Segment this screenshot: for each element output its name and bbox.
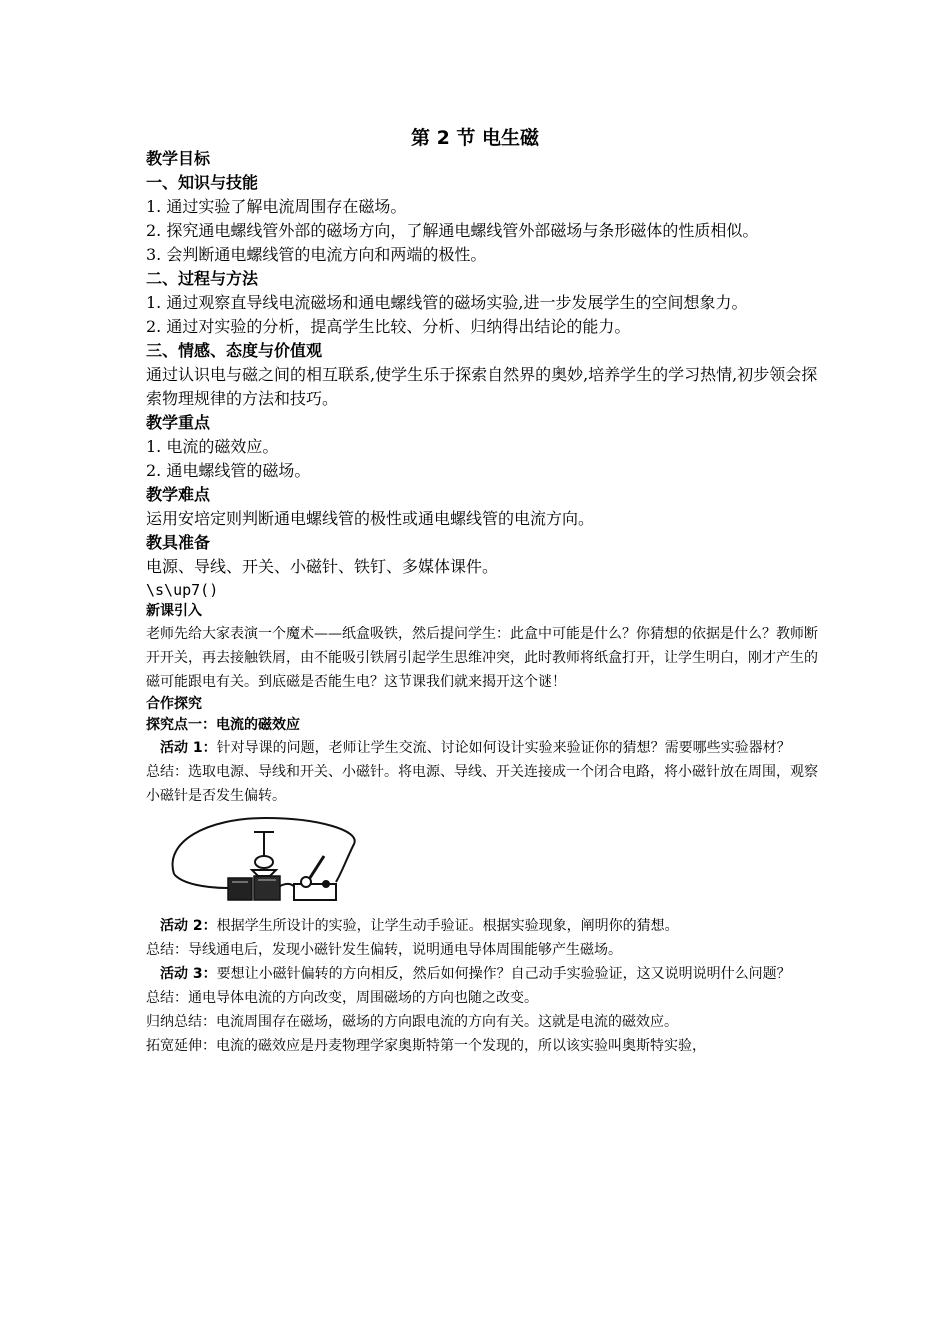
key-points-heading: 教学重点: [146, 413, 211, 432]
process-heading: 二、过程与方法: [146, 269, 259, 288]
intro-heading: 新课引入: [146, 603, 202, 619]
summary-2: 总结：导线通电后，发现小磁针发生偏转，说明通电导体周围能够产生磁场。: [146, 942, 622, 958]
difficulty-text: 运用安培定则判断通电螺线管的极性或通电螺线管的电流方向。: [146, 509, 595, 528]
emotion-text: 通过认识电与磁之间的相互联系,使学生乐于探索自然界的奥妙,培养学生的学习热情,初步领会探索物理规律的方法和技巧。: [146, 365, 818, 408]
materials-heading: 教具准备: [146, 533, 211, 552]
difficulty-heading: 教学难点: [146, 485, 211, 504]
emotion-heading: 三、情感、态度与价值观: [146, 341, 323, 360]
activity-3-label: 活动 3：: [160, 966, 217, 982]
knowledge-item-2: 2. 探究通电螺线管外部的磁场方向，了解通电螺线管外部磁场与条形磁体的性质相似。: [146, 221, 759, 240]
activity-3: [146, 962, 818, 986]
goals-heading: 教学目标: [146, 149, 211, 168]
knowledge-item-3: 3. 会判断通电螺线管的电流方向和两端的极性。: [146, 245, 487, 264]
process-item-2: 2. 通过对实验的分析，提高学生比较、分析、归纳得出结论的能力。: [146, 317, 631, 336]
explore-heading: 合作探究: [146, 696, 202, 712]
activity-2-label: 活动 2：: [160, 918, 217, 934]
key-point-2: 2. 通电螺线管的磁场。: [146, 461, 311, 480]
activity-3-text: 要想让小磁针偏转的方向相反，然后如何操作？自己动手实验验证，这又说明说明什么问题？: [216, 966, 791, 982]
knowledge-item-1: 1. 通过实验了解电流周围存在磁场。: [146, 197, 407, 216]
activity-1: [146, 736, 818, 760]
field-code-line: \s\up7(): [146, 581, 219, 599]
intro-text: 老师先给大家表演一个魔术——纸盒吸铁，然后提问学生：此盒中可能是什么？你猜想的依据是什么？教师断开开关，再去接触铁屑，由不能吸引铁屑引起学生思维冲突，此时教师将纸盒打开，让学生明白，刚才产生的磁可能跟电有关。到底磁是否能生电？这节课我们就来揭开这个谜！: [146, 626, 818, 690]
key-point-1: 1. 电流的磁效应。: [146, 437, 279, 456]
extension: 拓宽延伸：电流的磁效应是丹麦物理学家奥斯特第一个发现的，所以该实验叫奥斯特实验，: [146, 1038, 706, 1054]
activity-2-text: 根据学生所设计的实验，让学生动手验证。根据实验现象，阐明你的猜想。: [216, 918, 679, 934]
summary-1: 总结：选取电源、导线和开关、小磁针。将电源、导线、开关连接成一个闭合电路，将小磁针放在周围，观察小磁针是否发生偏转。: [146, 764, 818, 804]
process-item-1: 1. 通过观察直导线电流磁场和通电螺线管的磁场实验,进一步发展学生的空间想象力。: [146, 293, 748, 312]
knowledge-heading: 一、知识与技能: [146, 173, 259, 192]
explore-point-1: 探究点一：电流的磁效应: [146, 717, 300, 733]
page-title: 第 2 节 电生磁: [410, 127, 540, 149]
activity-1-text: 针对导课的问题，老师让学生交流、讨论如何设计实验来验证你的猜想？需要哪些实验器材？: [216, 740, 791, 756]
conclusion: 归纳总结：电流周围存在磁场，磁场的方向跟电流的方向有关。这就是电流的磁效应。: [146, 1014, 678, 1030]
document-body: [146, 147, 818, 1058]
circuit-diagram-image: [166, 812, 366, 912]
activity-1-label: 活动 1：: [160, 740, 217, 756]
circuit-figure: [146, 812, 818, 912]
materials-text: 电源、导线、开关、小磁针、铁钉、多媒体课件。: [146, 557, 499, 576]
activity-2: [146, 914, 818, 938]
summary-3: 总结：通电导体电流的方向改变，周围磁场的方向也随之改变。: [146, 990, 538, 1006]
